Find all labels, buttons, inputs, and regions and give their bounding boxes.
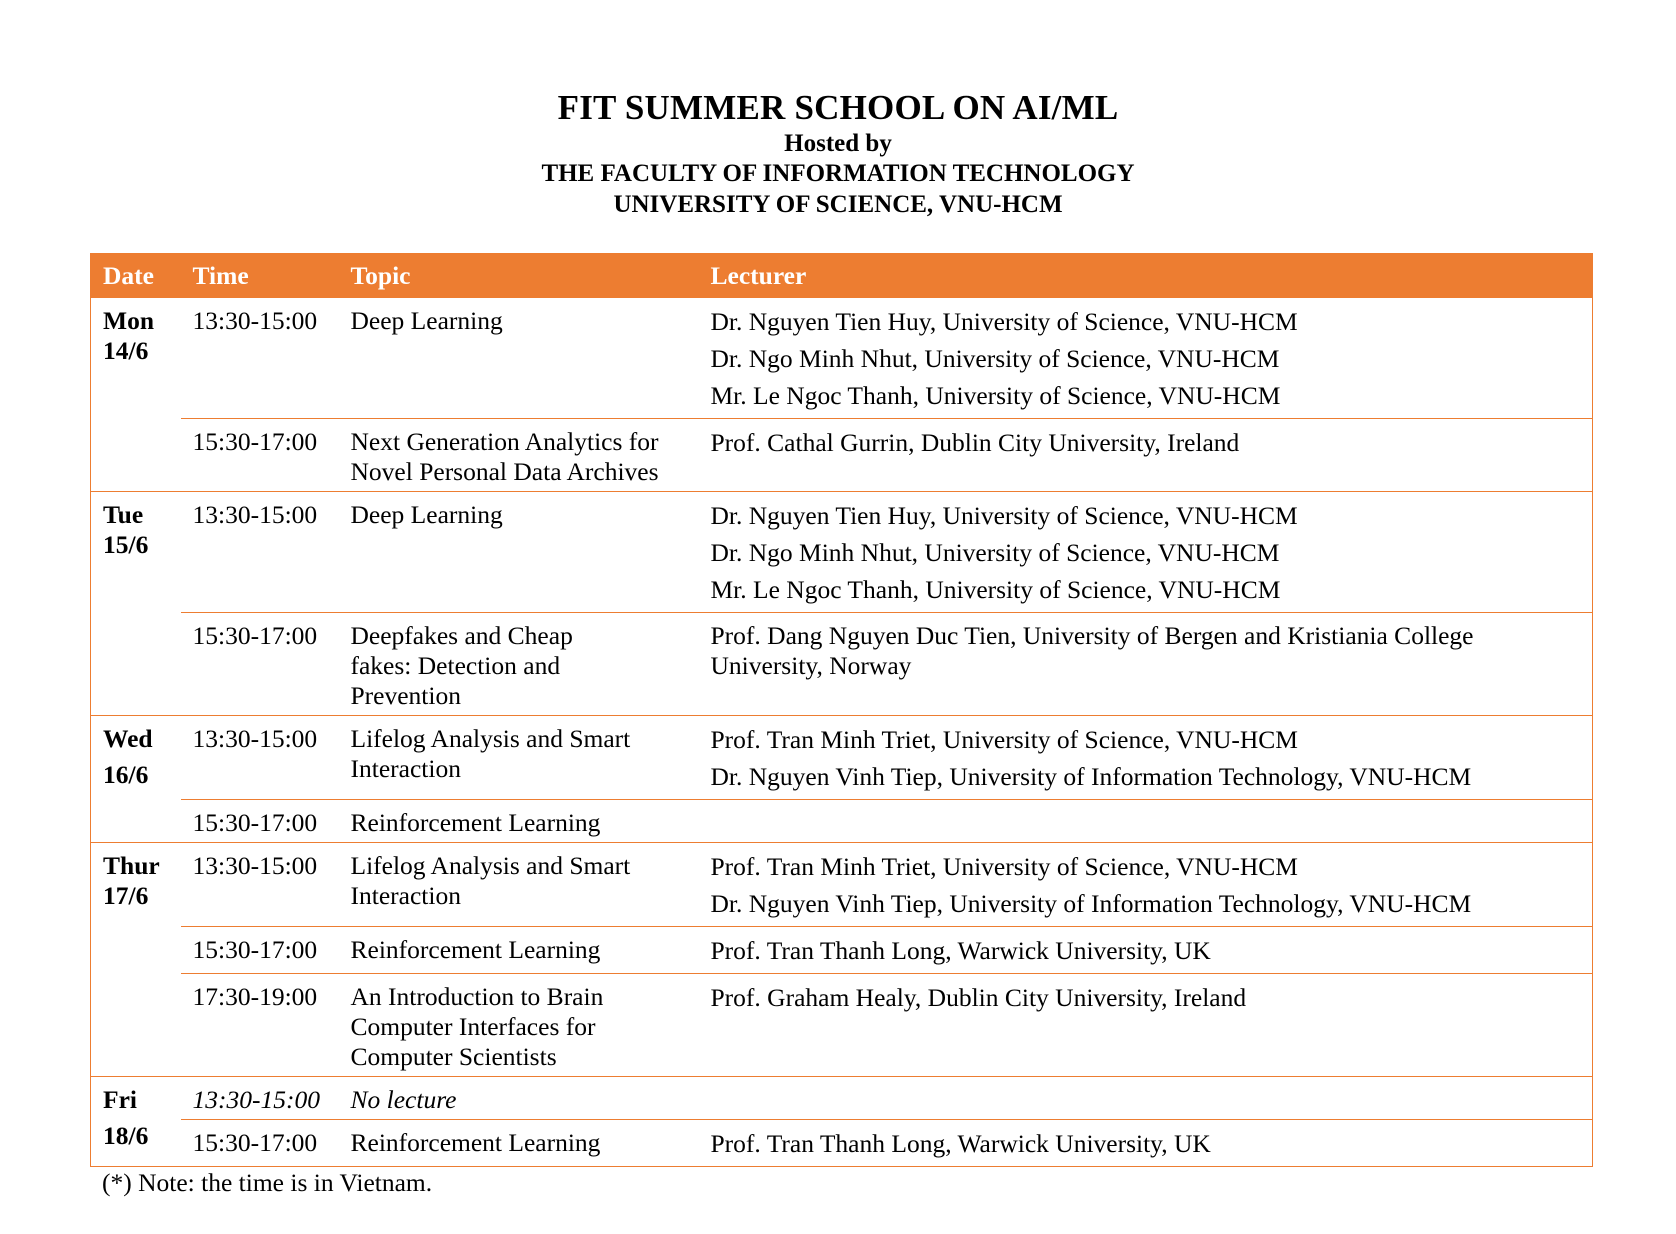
time-cell: 13:30-15:00 (181, 716, 339, 800)
column-header-date: Date (91, 254, 181, 298)
lecturer-cell (699, 1077, 1593, 1120)
lecturer-line: Prof. Dang Nguyen Duc Tien, University of Bergen and Kristiania College (710, 621, 1474, 650)
time-cell: 13:30-15:00 (181, 843, 339, 927)
time-cell: 15:30-17:00 (181, 927, 339, 974)
topic-line: fakes: Detection and (350, 651, 561, 680)
lecturer-cell (699, 716, 1593, 800)
weekday-label: Fri (103, 1085, 137, 1114)
topic-line: Reinforcement Learning (350, 1128, 601, 1157)
topic-cell (339, 1077, 699, 1120)
lecturer-line: Mr. Le Ngoc Thanh, University of Science, VNU-HCM (710, 381, 1281, 410)
lecturer-line: Dr. Nguyen Tien Huy, University of Science, VNU-HCM (710, 307, 1298, 336)
topic-line: Reinforcement Learning (350, 808, 601, 837)
table-header-row (91, 254, 1593, 298)
topic-line: An Introduction to Brain (350, 982, 604, 1011)
topic-cell (339, 298, 699, 419)
topic-cell (339, 492, 699, 613)
topic-line: Deepfakes and Cheap (350, 621, 573, 650)
lecturer-line: Mr. Le Ngoc Thanh, University of Science, VNU-HCM (710, 575, 1281, 604)
lecturer-cell (699, 613, 1593, 716)
page-title: FIT SUMMER SCHOOL ON AI/ML (557, 88, 1119, 127)
topic-line: Deep Learning (350, 500, 503, 529)
lecturer-line: Prof. Tran Thanh Long, Warwick University, UK (710, 1129, 1211, 1158)
lecturer-line: Dr. Nguyen Vinh Tiep, University of Information Technology, VNU-HCM (710, 762, 1472, 791)
lecturer-line: Prof. Tran Minh Triet, University of Science, VNU-HCM (710, 725, 1298, 754)
topic-line: Next Generation Analytics for (350, 427, 659, 456)
lecturer-cell (699, 974, 1593, 1077)
lecturer-cell (699, 843, 1593, 927)
topic-cell (339, 1120, 699, 1167)
topic-cell (339, 927, 699, 974)
table-row (91, 1120, 1593, 1167)
date-label: 14/6 (103, 336, 149, 365)
date-cell (91, 298, 181, 492)
hosted-by-label: Hosted by (784, 130, 892, 157)
topic-cell (339, 974, 699, 1077)
topic-line: Reinforcement Learning (350, 935, 601, 964)
table-row (91, 974, 1593, 1077)
topic-line: Interaction (350, 881, 461, 910)
lecturer-cell (699, 419, 1593, 492)
lecturer-cell (699, 1120, 1593, 1167)
column-header-lecturer: Lecturer (699, 254, 1593, 298)
time-cell: 13:30-15:00 (181, 1077, 339, 1120)
column-header-time: Time (181, 254, 339, 298)
lecturer-line: Dr. Nguyen Tien Huy, University of Science, VNU-HCM (710, 501, 1298, 530)
lecturer-line: Prof. Graham Healy, Dublin City University, Ireland (710, 983, 1247, 1012)
date-label: 16/6 (103, 760, 149, 789)
lecturer-cell (699, 298, 1593, 419)
lecturer-line: Prof. Tran Minh Triet, University of Science, VNU-HCM (710, 852, 1298, 881)
date-label: 15/6 (103, 530, 149, 559)
lecturer-line: Prof. Cathal Gurrin, Dublin City University, Ireland (710, 428, 1240, 457)
weekday-label: Mon (103, 306, 154, 335)
time-cell: 17:30-19:00 (181, 974, 339, 1077)
table-row (91, 927, 1593, 974)
date-label: 17/6 (103, 881, 149, 910)
topic-line: Computer Interfaces for (350, 1012, 596, 1041)
topic-line: Novel Personal Data Archives (350, 457, 659, 486)
topic-line: Lifelog Analysis and Smart (350, 724, 631, 753)
date-cell (91, 492, 181, 716)
topic-cell (339, 800, 699, 843)
lecturer-cell (699, 800, 1593, 843)
table-row (91, 1077, 1593, 1120)
topic-line: Deep Learning (350, 306, 503, 335)
table-row (91, 800, 1593, 843)
faculty-name: THE FACULTY OF INFORMATION TECHNOLOGY (541, 160, 1135, 187)
topic-cell (339, 419, 699, 492)
date-cell (91, 716, 181, 843)
schedule-table (90, 253, 1593, 1167)
table-row (91, 298, 1593, 419)
table-row (91, 716, 1593, 800)
date-cell (91, 843, 181, 1077)
time-cell: 13:30-15:00 (181, 298, 339, 419)
lecturer-line: University, Norway (710, 651, 912, 680)
date-label: 18/6 (103, 1121, 149, 1150)
lecturer-line: Dr. Ngo Minh Nhut, University of Science, VNU-HCM (710, 538, 1280, 567)
weekday-label: Thur (103, 851, 160, 880)
topic-cell (339, 716, 699, 800)
lecturer-line: Dr. Nguyen Vinh Tiep, University of Information Technology, VNU-HCM (710, 889, 1472, 918)
timezone-note: (*) Note: the time is in Vietnam. (102, 1168, 433, 1197)
time-cell: 15:30-17:00 (181, 419, 339, 492)
time-cell: 15:30-17:00 (181, 613, 339, 716)
weekday-label: Tue (103, 500, 144, 529)
weekday-label: Wed (103, 724, 153, 753)
topic-cell (339, 613, 699, 716)
time-cell: 15:30-17:00 (181, 800, 339, 843)
schedule-body (91, 298, 1593, 1167)
time-cell: 15:30-17:00 (181, 1120, 339, 1167)
lecturer-cell (699, 492, 1593, 613)
lecturer-cell (699, 927, 1593, 974)
university-name: UNIVERSITY OF SCIENCE, VNU-HCM (613, 191, 1063, 218)
time-cell: 13:30-15:00 (181, 492, 339, 613)
table-row (91, 843, 1593, 927)
topic-line: Computer Scientists (350, 1042, 557, 1071)
topic-line: Prevention (350, 681, 461, 710)
topic-cell (339, 843, 699, 927)
column-header-topic: Topic (339, 254, 699, 298)
lecturer-line: Prof. Tran Thanh Long, Warwick University, UK (710, 936, 1211, 965)
table-row (91, 613, 1593, 716)
date-cell (91, 1077, 181, 1167)
table-row (91, 492, 1593, 613)
topic-line: No lecture (350, 1085, 457, 1114)
table-row (91, 419, 1593, 492)
lecturer-line: Dr. Ngo Minh Nhut, University of Science, VNU-HCM (710, 344, 1280, 373)
topic-line: Interaction (350, 754, 461, 783)
topic-line: Lifelog Analysis and Smart (350, 851, 631, 880)
